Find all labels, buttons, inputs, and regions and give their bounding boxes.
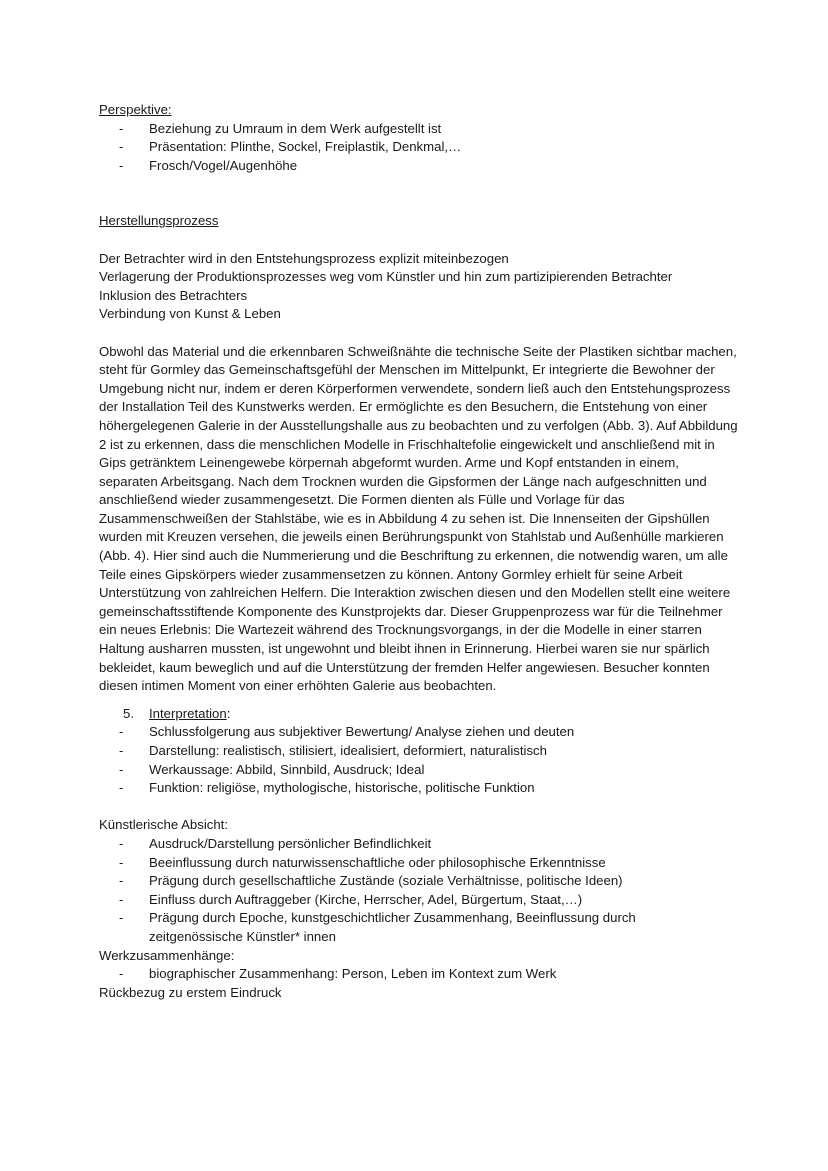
herstellung-line: Der Betrachter wird in den Entstehungsprozess explizit miteinbezogen [99, 250, 509, 266]
list-item: - Frosch/Vogel/Augenhöhe [119, 157, 298, 173]
herstellung-line: Inklusion des Betrachters [99, 287, 248, 303]
herstellung-paragraph: Obwohl das Material und die erkennbaren Schweißnähte die technische Seite der Plastiken sichtbar machen, steht für Gormley das Gemeinschaftsgefühl der Menschen im Mittelpunkt, Er integrierte die Bewohner der Umgebung nicht nur, indem er deren Körperformen verwendete, sondern ließ auch den Entstehungsprozess der Installation Teil des Kunstwerks werden. Er ermöglichte es den Besuchern, die Entstehung von einer höhergelegenen Galerie in der Ausstellungshalle aus zu beobachten und zu verfolgen (Abb. 3). Auf Abbildung 2 ist zu erkennen, dass die menschlichen Modelle in Frischhaltefolie eingewickelt und anschließend mit in Gips getränktem Leinengewebe körpernah abgeformt wurden. Arme und Kopf entstanden in einem, separaten Arbeitsgang. Nach dem Trocknen wurden die Gipsformen der Länge nach aufgeschnitten und anschließend wieder zusammengesetzt. Die Formen dienten als Fülle und Vorlage für das Zusammenschweißen der Stahlstäbe, wie es in Abbildung 4 zu sehen ist. Die Innenseiten der Gipshüllen wurden mit Kreuzen versehen, die jeweils einen Berührungspunkt von Stahlstab und Außenhülle markieren (Abb. 4). Hier sind auch die Nummerierung und die Beschriftung zu erkennen, die notwendig waren, um alle Teile eines Gipskörpers wieder zusammensetzen zu können. Antony Gormley erhielt für seine Arbeit Unterstützung von zahlreichen Helfern. Die Interaktion zwischen diesen und den Modellen stellt eine weitere gemeinschaftsstiftende Komponente des Kunstprojekts dar. Dieser Gruppenprozess war für die Teilnehmer ein neues Erlebnis: Die Wartezeit während des Trocknungsvorgangs, in der die Modelle in einer starren Haltung ausharren mussten, ist ungewohnt und bleibt ihnen in Erinnerung. Hierbei waren sie nur spärlich bekleidet, kaum beweglich und auf die Unterstützung der fremden Helfer angewiesen. Besucher konnten diesen intimen Moment von einer erhöhten Galerie aus beobachten. [99, 343, 738, 694]
list-item: - Prägung durch gesellschaftliche Zustände (soziale Verhältnisse, politische Ideen) [119, 873, 623, 889]
herstellung-line: Verbindung von Kunst & Leben [99, 306, 281, 322]
list-item: - Funktion: religiöse, mythologische, historische, politische Funktion [119, 780, 535, 796]
herstellung-heading: Herstellungsprozess [99, 213, 219, 229]
herstellung-line: Verlagerung der Produktionsprozesses weg vom Künstler und hin zum partizipierenden Betrachter [99, 269, 673, 285]
list-item: - Schlussfolgerung aus subjektiver Bewertung/ Analyse ziehen und deuten [119, 724, 575, 740]
footer-line: Rückbezug zu erstem Eindruck [99, 984, 282, 1000]
perspektive-list [99, 120, 739, 176]
absicht-heading: Künstlerische Absicht: [99, 817, 229, 833]
list-item: - Beeinflussung durch naturwissenschaftliche oder philosophische Erkenntnisse [119, 854, 606, 870]
list-item: - Werkaussage: Abbild, Sinnbild, Ausdruck; Ideal [119, 761, 425, 777]
list-item: - Prägung durch Epoche, kunstgeschichtlicher Zusammenhang, Beeinflussung durch zeitgenössische Künstler* innen [119, 910, 636, 944]
list-item: - Beziehung zu Umraum in dem Werk aufgestellt ist [119, 120, 442, 136]
list-item: - Einfluss durch Auftraggeber (Kirche, Herrscher, Adel, Bürgertum, Staat,…) [119, 891, 583, 907]
interpretation-heading-row: 5. Interpretation: [99, 705, 739, 724]
list-item: - Ausdruck/Darstellung persönlicher Befindlichkeit [119, 835, 432, 851]
interpretation-heading: Interpretation [149, 705, 227, 721]
list-item: - biographischer Zusammenhang: Person, Leben im Kontext zum Werk [119, 966, 557, 982]
document-page [99, 101, 739, 1002]
absicht-list [99, 835, 739, 947]
list-item: - Darstellung: realistisch, stilisiert, idealisiert, deformiert, naturalistisch [119, 743, 547, 758]
werk-list [99, 965, 739, 984]
interpretation-number: 5. [123, 705, 134, 721]
perspektive-heading: Perspektive: [99, 102, 172, 117]
werk-heading: Werkzusammenhänge: [99, 947, 235, 963]
interpretation-list [99, 723, 739, 797]
list-item: - Präsentation: Plinthe, Sockel, Freiplastik, Denkmal,… [119, 139, 462, 155]
